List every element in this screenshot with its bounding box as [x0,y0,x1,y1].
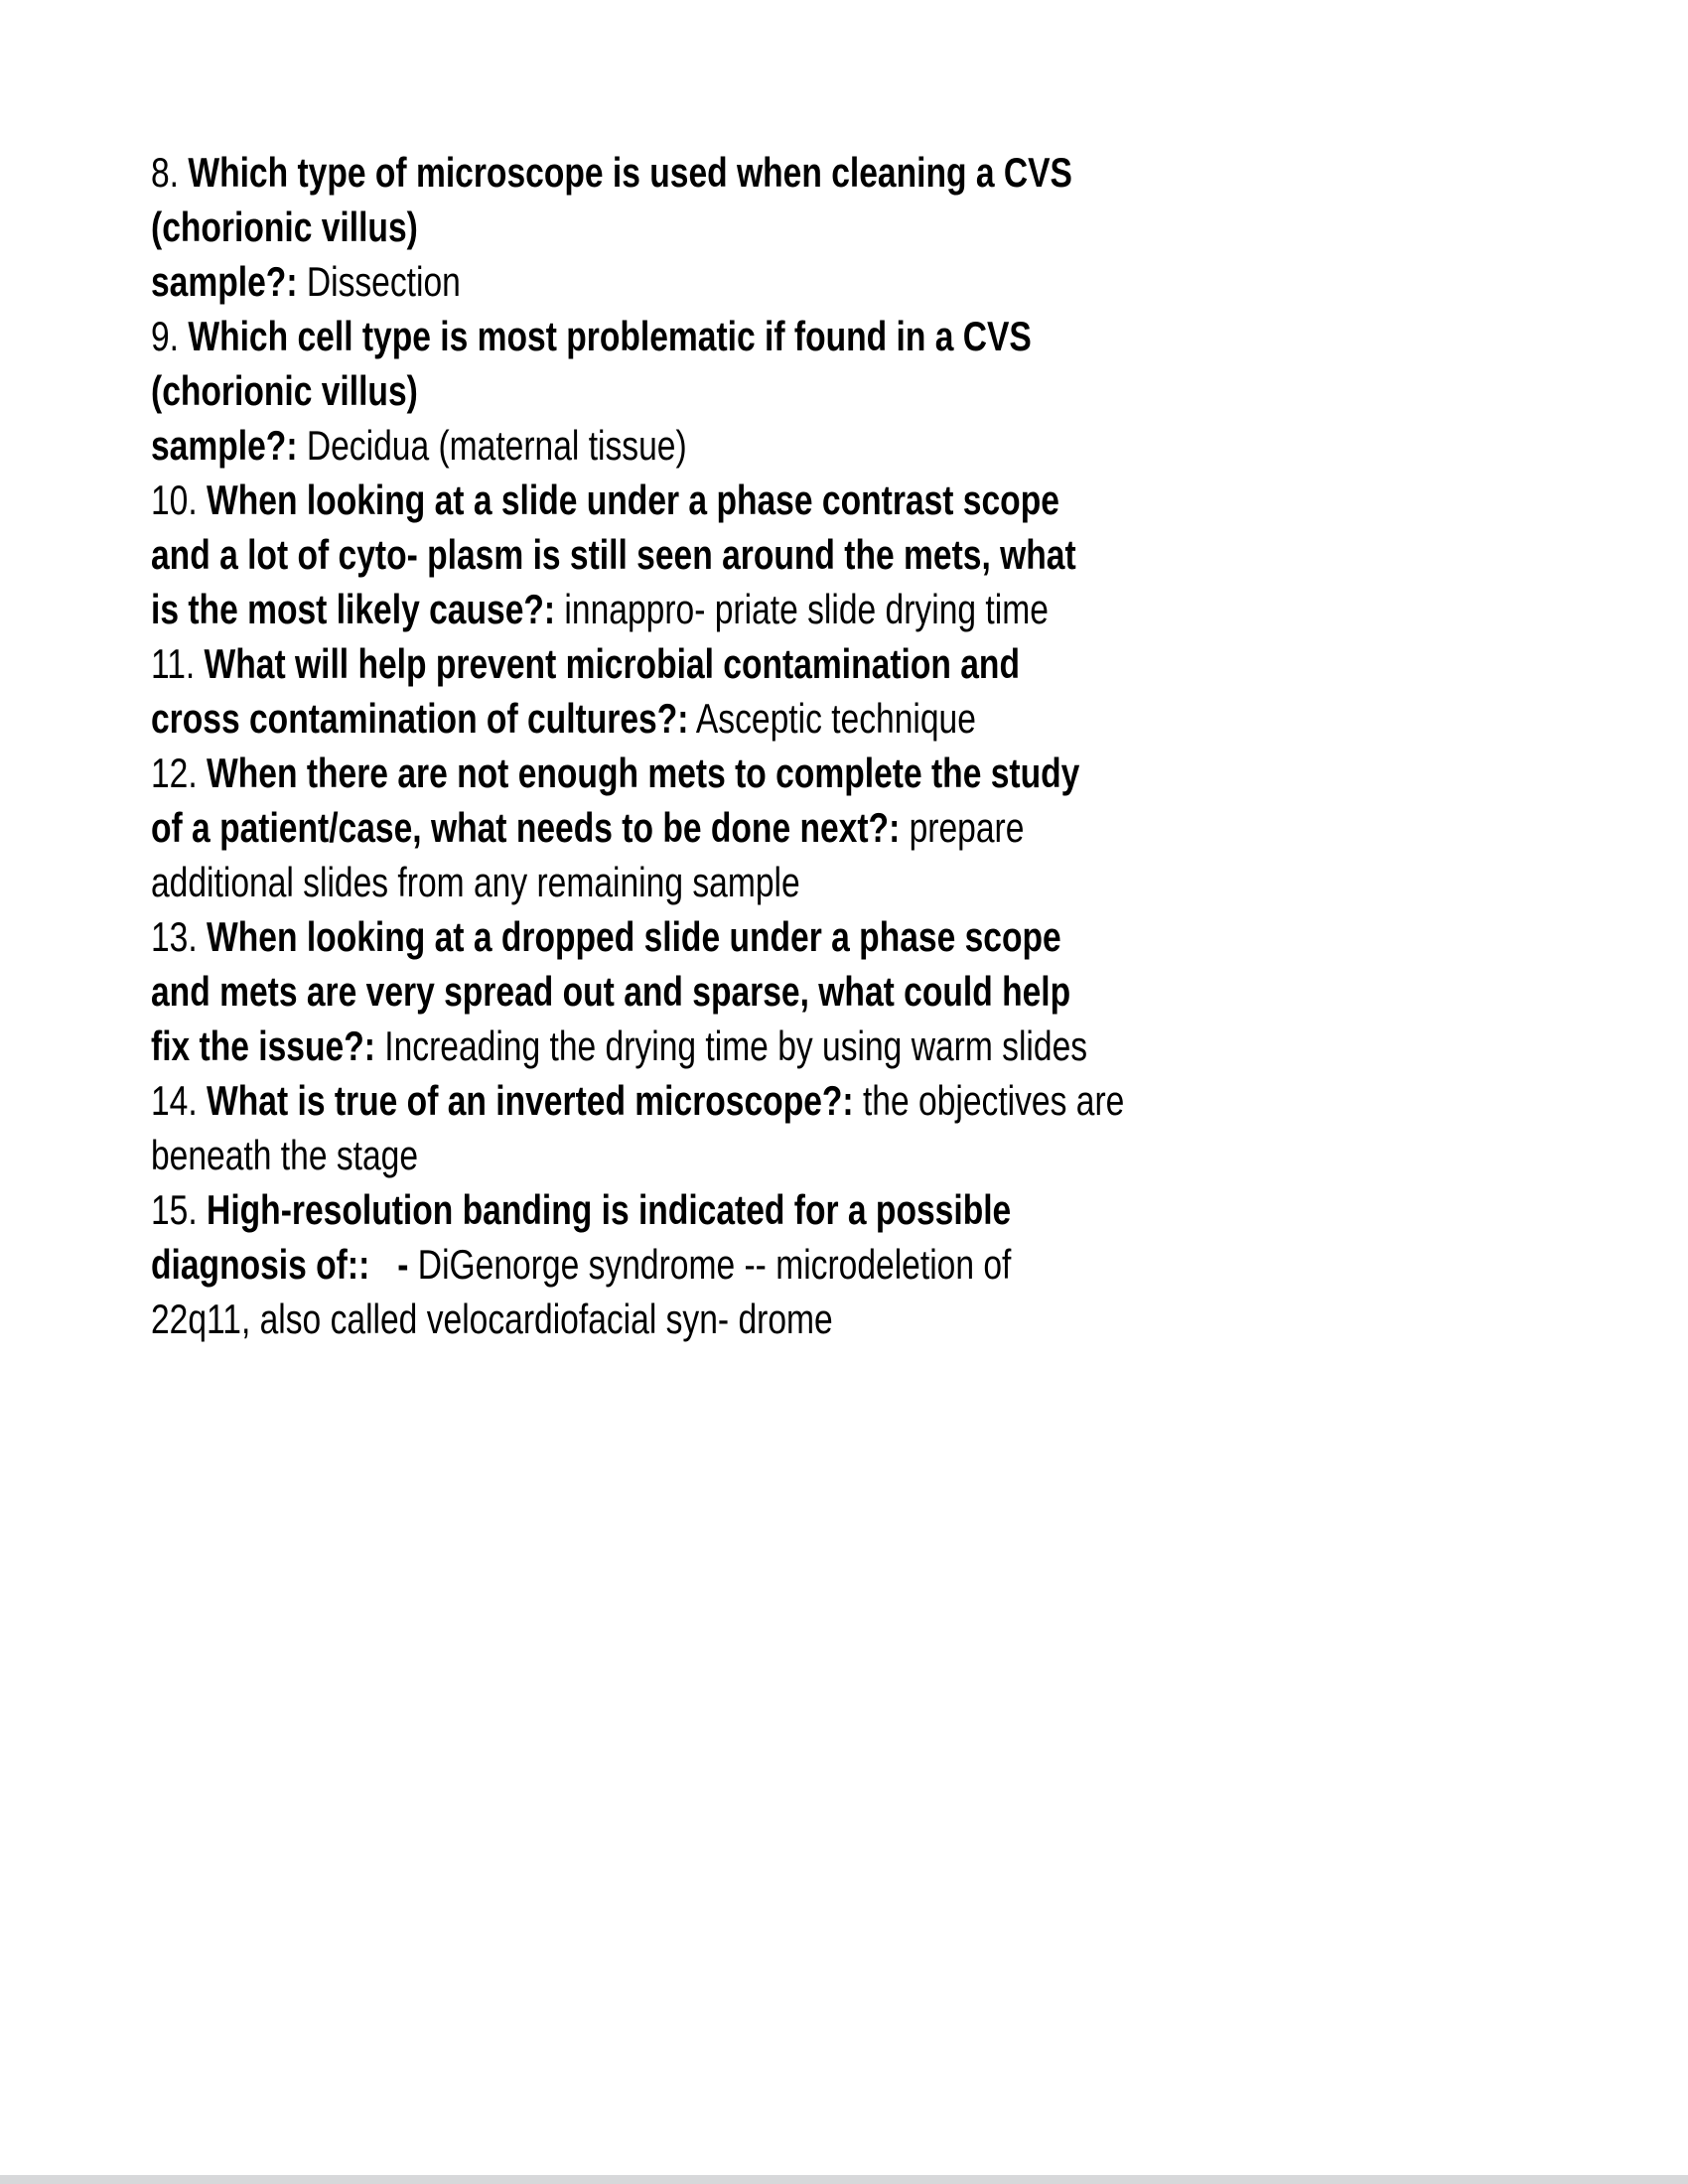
item12-question-line-2 [151,800,1660,855]
question-text: sample?: [151,422,298,469]
page-bottom-edge [0,2175,1688,2184]
question-text: cross contamination of cultures?: [151,695,689,742]
dash-marker: - [397,1241,409,1288]
item-number: 9. [151,313,189,359]
question-text: When there are not enough mets to complete the study [207,750,1080,796]
question-text: fix the issue?: [151,1023,375,1069]
answer-text: prepare [900,804,1025,851]
question-text: What will help prevent microbial contamination and [204,640,1020,687]
item11-answer-line [151,691,1660,746]
question-text: diagnosis of:: [151,1241,370,1288]
answer-text: Decidua (maternal tissue) [297,422,687,469]
item12-answer-line [151,855,1660,909]
item12-question-line-1 [151,746,1660,800]
item9-question-line-1 [151,309,1660,363]
question-text: sample?: [151,258,298,305]
question-text: What is true of an inverted microscope?: [207,1077,854,1124]
item8-question-line-2 [151,200,1660,254]
question-text: When looking at a slide under a phase contrast scope [207,477,1059,523]
question-text: and a lot of cyto- plasm is still seen around the mets, what [151,531,1076,578]
item-number: 12. [151,750,208,796]
item9-question-line-2 [151,363,1660,418]
answer-text: innappro- priate slide drying time [555,586,1049,632]
question-text: Which type of microscope is used when cleaning a CVS [188,149,1072,196]
item-number: 10. [151,477,208,523]
question-text: Which cell type is most problematic if found in a CVS [188,313,1032,359]
item14-answer-line [151,1128,1660,1182]
item15-answer-line-1 [151,1237,1660,1292]
question-text: High-resolution banding is indicated for a possible [207,1186,1012,1233]
answer-text: DiGenorge syndrome -- microdeletion of [408,1241,1012,1288]
answer-text: the objectives are [853,1077,1125,1124]
item-number: 8. [151,149,189,196]
spacer-text [369,1241,397,1288]
item-number: 13. [151,913,208,960]
answer-text: Asceptic technique [688,695,976,742]
item10-question-line-1 [151,473,1660,527]
qa-text-block [151,145,1660,1346]
question-text: When looking at a dropped slide under a phase scope [207,913,1061,960]
item8-answer-line [151,254,1660,309]
item14-question-line-1 [151,1073,1660,1128]
item13-question-line-2 [151,964,1660,1019]
answer-text: Dissection [297,258,461,305]
answer-text: 22q11, also called velocardiofacial syn- drome [151,1296,833,1342]
item-number: 14. [151,1077,208,1124]
question-text: (chorionic villus) [151,204,418,250]
question-text: (chorionic villus) [151,367,418,414]
item10-answer-line [151,582,1660,636]
item-number: 15. [151,1186,208,1233]
question-text: of a patient/case, what needs to be done next?: [151,804,901,851]
item13-question-line-1 [151,909,1660,964]
item13-answer-line [151,1019,1660,1073]
item10-question-line-2 [151,527,1660,582]
item15-answer-line-2 [151,1292,1660,1346]
question-text: and mets are very spread out and sparse, what could help [151,968,1071,1015]
item8-question-line-1 [151,145,1660,200]
item11-question-line-1 [151,636,1660,691]
item9-answer-line [151,418,1660,473]
answer-text: beneath the stage [151,1132,419,1178]
item-number: 11. [151,640,205,687]
item15-question-line-1 [151,1182,1660,1237]
answer-text: Increading the drying time by using warm slides [374,1023,1088,1069]
answer-text: additional slides from any remaining sample [151,859,800,905]
question-text: is the most likely cause?: [151,586,556,632]
